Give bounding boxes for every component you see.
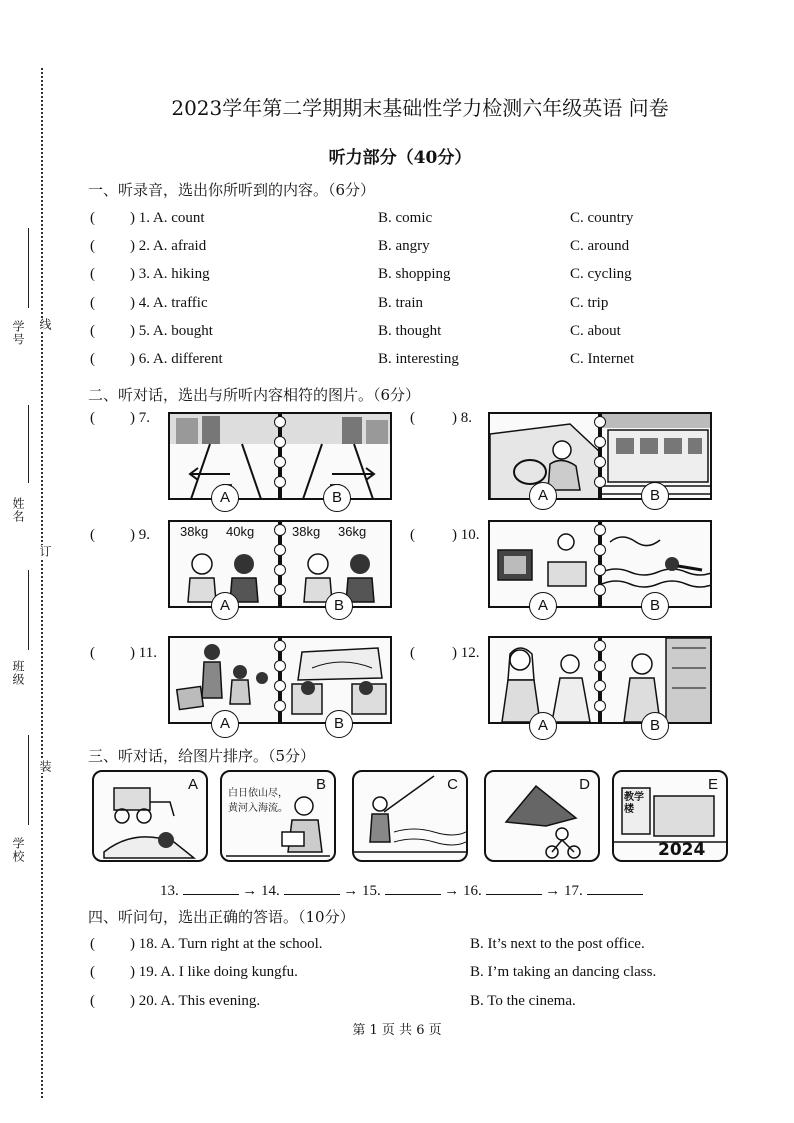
carriage-icon[interactable] [92,770,208,862]
option-a: ) 4. A. traffic [130,295,208,311]
answer-blank[interactable]: ( [90,936,95,952]
year-label: 2024 [658,840,706,860]
question-12-number: ) 12. [452,645,480,661]
option-c: C. around [570,238,630,254]
card-letter: D [579,776,590,793]
answer-blank[interactable]: ( [90,210,95,226]
weight-label: 38kg [180,524,209,539]
answer-blank[interactable]: ( [90,351,95,367]
section1-heading: 一、听录音，选出你所听到的内容。（6分） [88,181,376,199]
question-9-number: ) 9. [130,527,150,543]
poem-text: 白日依山尽，黄河入海流。 [228,788,288,814]
answer-blank[interactable]: ( [90,527,95,543]
answer-blank[interactable] [486,880,542,895]
binder-rings [594,416,606,496]
section4-heading: 四、听问句，选出正确的答语。（10分） [88,908,355,926]
answer-blank[interactable] [587,880,643,895]
option-a: ) 1. A. count [130,210,205,226]
option-a-badge: A [529,482,557,510]
sequence-17: → 17. [545,883,583,899]
question-row-1 [88,210,708,234]
school-line [28,735,29,825]
answer-blank[interactable] [183,880,239,895]
section-title: 听力部分（40分） [328,148,472,168]
option-c: C. country [570,210,634,226]
school-label: 学校 [11,837,25,863]
question-11-number: ) 11. [130,645,157,661]
question-row-2 [88,238,708,262]
ordering-sequence [160,880,643,900]
option-b: B. thought [378,323,442,339]
option-a: ) 5. A. bought [130,323,213,339]
section2-heading: 二、听对话，选出与所听内容相符的图片。（6分） [88,386,421,404]
page-title: 2023学年第二学期期末基础性学力检测六年级英语 问卷 [171,96,669,120]
answer-blank[interactable]: ( [90,266,95,282]
option-b: B. angry [378,238,430,254]
option-c: C. Internet [570,351,635,367]
question-10-number: ) 10. [452,527,480,543]
section3-heading: 三、听对话，给图片排序。（5分） [88,747,316,765]
card-letter: E [707,776,718,793]
answer-blank[interactable] [385,880,441,895]
answer-blank[interactable]: ( [90,964,95,980]
answer-blank[interactable]: ( [90,238,95,254]
question-10-pictures [488,520,712,614]
question-8-pictures [488,412,712,504]
option-a: ) 2. A. afraid [130,238,207,254]
weight-label: 36kg [338,524,367,539]
card-letter: C [447,776,458,793]
page-footer: 第 1 页 共 6 页 [352,1023,442,1038]
name-line [28,405,29,483]
question-11-pictures [168,636,392,732]
sequence-14: → 14. [242,883,280,899]
option-b: B. I’m taking an dancing class. [470,964,657,980]
answer-blank[interactable]: ( [90,410,95,426]
option-a: ) 19. A. I like doing kungfu. [130,964,298,980]
option-a: ) 6. A. different [130,351,223,367]
option-b: B. interesting [378,351,459,367]
card-letter: A [187,776,198,793]
option-a: ) 18. A. Turn right at the school. [130,936,323,952]
binding-mark-line: 线 [38,318,52,331]
option-b-badge: B [641,592,669,620]
option-a-badge: A [211,484,239,512]
option-b: B. It’s next to the post office. [470,936,645,952]
weight-label: 40kg [226,524,255,539]
option-b-badge: B [641,482,669,510]
option-b: B. train [378,295,423,311]
question-12-pictures [488,636,712,734]
answer-blank[interactable]: ( [410,645,415,661]
binder-rings [274,640,286,720]
question-7-number: ) 7. [130,410,150,426]
question-row-4 [88,295,708,319]
answer-blank[interactable]: ( [410,410,415,426]
sequence-15: → 15. [343,883,381,899]
building-sign: 教学楼 [624,792,644,815]
question-row-3 [88,266,708,290]
fishing-icon[interactable] [352,770,468,862]
name-label: 姓名 [11,497,25,523]
option-a-badge: A [211,710,239,738]
question-8-number: ) 8. [452,410,472,426]
answer-blank[interactable]: ( [90,993,95,1009]
question-9-pictures [168,520,392,614]
binding-mark-bind: 装 [38,760,52,773]
option-b-badge: B [325,710,353,738]
sequence-16: → 16. [444,883,482,899]
answer-blank[interactable]: ( [90,323,95,339]
answer-blank[interactable]: ( [90,295,95,311]
reading-poem-icon[interactable] [220,770,336,862]
question-row-6 [88,351,708,375]
girl-doorway-icon[interactable] [600,636,712,724]
binding-mark-staple: 订 [38,545,52,558]
option-b-badge: B [325,592,353,620]
option-c: C. trip [570,295,609,311]
question-row-20 [88,993,708,1017]
student-id-line [28,228,29,308]
option-a-badge: A [529,592,557,620]
class-line [28,570,29,650]
option-c: C. about [570,323,621,339]
binder-rings [594,640,606,720]
question-row-18 [88,936,708,960]
option-a: ) 3. A. hiking [130,266,210,282]
class-label: 班级 [11,660,25,686]
answer-blank[interactable]: ( [90,645,95,661]
option-b-badge: B [323,484,351,512]
school-building-icon[interactable] [612,770,728,862]
answer-blank[interactable] [284,880,340,895]
answer-blank[interactable]: ( [410,527,415,543]
option-b: B. shopping [378,266,451,282]
option-b: B. To the cinema. [470,993,576,1009]
weight-label: 38kg [292,524,321,539]
option-b: B. comic [378,210,433,226]
card-letter: B [315,776,326,793]
question-7-pictures [168,412,392,506]
binder-rings [274,524,286,604]
tent-cycling-icon[interactable] [484,770,600,862]
option-b-badge: B [641,712,669,740]
option-c: C. cycling [570,266,632,282]
question-row-5 [88,323,708,347]
two-girls-icon[interactable] [488,636,600,724]
option-a: ) 20. A. This evening. [130,993,261,1009]
binder-rings [274,416,286,496]
question-row-19 [88,964,708,988]
student-id-label: 学号 [11,320,25,346]
binder-rings [594,524,606,604]
sequence-13: 13. [160,883,179,899]
option-a-badge: A [529,712,557,740]
binding-dotted-line [41,68,43,1098]
option-a-badge: A [211,592,239,620]
